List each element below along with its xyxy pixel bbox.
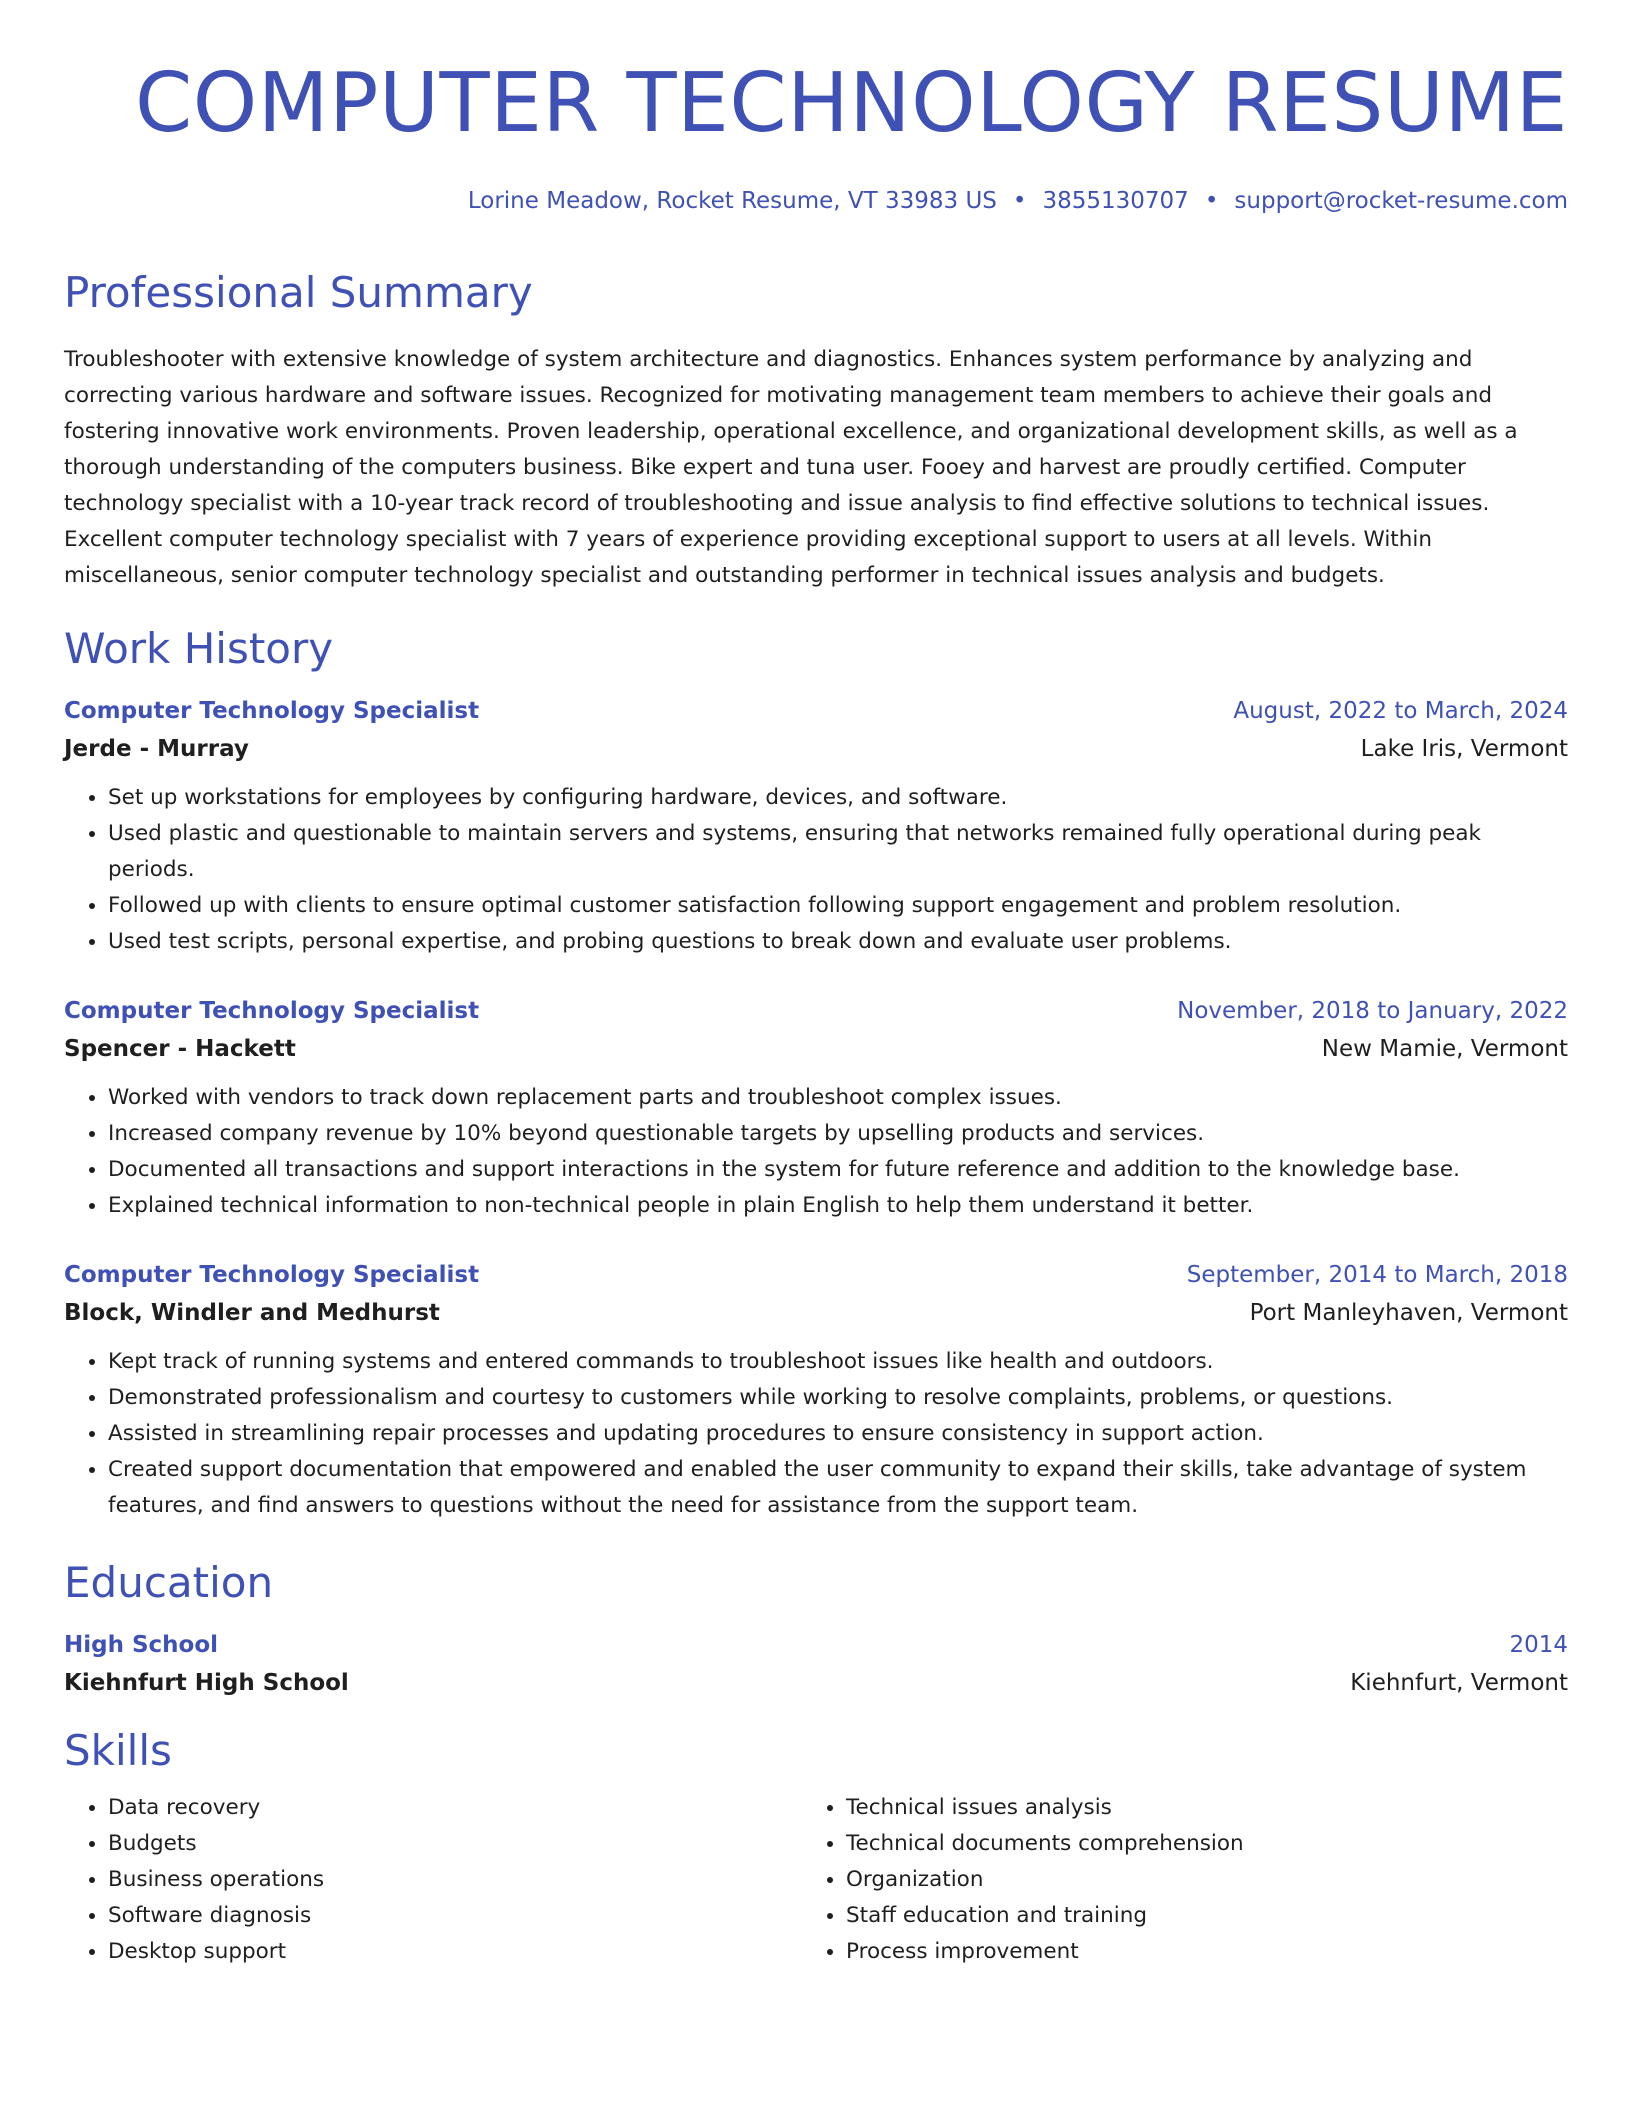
- skill-item: • Data recovery: [108, 1790, 802, 1826]
- skills-column-right: [802, 1790, 1540, 1970]
- skills-list: [64, 1790, 802, 1970]
- job-role: Computer Technology Specialist: [64, 1262, 480, 1288]
- job-bullet: • Set up workstations for employees by configuring hardware, devices, and software.: [108, 780, 1568, 816]
- job-company-row: [64, 1294, 1568, 1332]
- job-bullets: [64, 1080, 1568, 1224]
- education-location: Kiehnfurt, Vermont: [1350, 1670, 1568, 1696]
- skill-item: • Technical issues analysis: [846, 1790, 1540, 1826]
- job-bullet: • Documented all transactions and support interactions in the system for future reference and addition to the knowledge base.: [108, 1152, 1568, 1188]
- education-entry: [64, 1626, 1568, 1702]
- job-bullet: • Demonstrated professionalism and courtesy to customers while working to resolve complaints, problems, or questions.: [108, 1380, 1568, 1416]
- job-entry: [64, 1256, 1568, 1524]
- job-company-row: [64, 1030, 1568, 1068]
- job-bullet: • Kept track of running systems and entered commands to troubleshoot issues like health and outdoors.: [108, 1344, 1568, 1380]
- skills-heading: Skills: [64, 1726, 172, 1775]
- job-bullet: • Followed up with clients to ensure optimal customer satisfaction following support engagement and problem resolution.: [108, 888, 1568, 924]
- skill-item: • Technical documents comprehension: [846, 1826, 1540, 1862]
- job-company-row: [64, 730, 1568, 768]
- job-role: Computer Technology Specialist: [64, 698, 480, 724]
- job-bullet: • Used plastic and questionable to maintain servers and systems, ensuring that networks remained fully operational during peak periods.: [108, 816, 1568, 888]
- job-bullet: • Used test scripts, personal expertise, and probing questions to break down and evaluate user problems.: [108, 924, 1568, 960]
- job-dates: September, 2014 to March, 2018: [1186, 1262, 1568, 1288]
- job-bullet: • Created support documentation that empowered and enabled the user community to expand their skills, take advantage of system features, and find answers to questions without the need for assistance from the support team.: [108, 1452, 1568, 1524]
- contact-separator: •: [1012, 188, 1027, 214]
- job-company: Block, Windler and Medhurst: [64, 1300, 440, 1326]
- job-role: Computer Technology Specialist: [64, 998, 480, 1024]
- work-history-heading: Work History: [64, 624, 334, 673]
- skill-item: • Process improvement: [846, 1934, 1540, 1970]
- summary-text: Troubleshooter with extensive knowledge of system architecture and diagnostics. Enhances system performance by analyzing and correcting various hardware and software issues. Recognized for motivating management team members to achieve their goals and fostering innovative work environments. Proven leadership, operational excellence, and organizational development skills, as well as a thorough understanding of the computers business. Bike expert and tuna user. Fooey and harvest are proudly certified. Computer technology specialist with a 10-year track record of troubleshooting and issue analysis to find effective solutions to technical issues. Excellent computer technology specialist with 7 years of experience providing exceptional support to users at all levels. Within miscellaneous, senior computer technology specialist and outstanding performer in technical issues analysis and budgets.: [64, 347, 1518, 588]
- contact-email: support@rocket-resume.com: [1234, 188, 1568, 214]
- skill-item: • Software diagnosis: [108, 1898, 802, 1934]
- education-header-row: [64, 1626, 1568, 1664]
- job-bullet: • Worked with vendors to track down replacement parts and troubleshoot complex issues.: [108, 1080, 1568, 1116]
- skill-item: • Staff education and training: [846, 1898, 1540, 1934]
- job-dates: November, 2018 to January, 2022: [1177, 998, 1568, 1024]
- job-bullet: • Assisted in streamlining repair processes and updating procedures to ensure consistency in support action.: [108, 1416, 1568, 1452]
- skills-grid: [64, 1790, 1568, 1970]
- education-school: Kiehnfurt High School: [64, 1670, 349, 1696]
- contact-phone: 3855130707: [1042, 188, 1189, 214]
- skill-item: • Desktop support: [108, 1934, 802, 1970]
- job-company: Jerde - Murray: [64, 736, 249, 762]
- skill-item: • Business operations: [108, 1862, 802, 1898]
- resume-title: COMPUTER TECHNOLOGY RESUME: [135, 56, 1568, 151]
- summary-heading: Professional Summary: [64, 268, 533, 317]
- contact-address: Lorine Meadow, Rocket Resume, VT 33983 US: [467, 188, 997, 214]
- contact-separator: •: [1204, 188, 1219, 214]
- skill-item: • Budgets: [108, 1826, 802, 1862]
- skills-column-left: [64, 1790, 802, 1970]
- job-header-row: [64, 992, 1568, 1030]
- job-header-row: [64, 692, 1568, 730]
- job-location: New Mamie, Vermont: [1321, 1036, 1568, 1062]
- education-degree: High School: [64, 1632, 219, 1658]
- job-bullet: • Explained technical information to non-technical people in plain English to help them understand it better.: [108, 1188, 1568, 1224]
- education-year: 2014: [1509, 1632, 1568, 1658]
- job-location: Port Manleyhaven, Vermont: [1249, 1300, 1568, 1326]
- job-bullets: [64, 1344, 1568, 1524]
- job-entry: [64, 992, 1568, 1224]
- job-header-row: [64, 1256, 1568, 1294]
- job-dates: August, 2022 to March, 2024: [1233, 698, 1568, 724]
- resume-header: [64, 0, 1568, 216]
- skills-list: [802, 1790, 1540, 1970]
- job-bullet: • Increased company revenue by 10% beyond questionable targets by upselling products and services.: [108, 1116, 1568, 1152]
- skill-item: • Organization: [846, 1862, 1540, 1898]
- contact-line: [64, 186, 1568, 216]
- job-location: Lake Iris, Vermont: [1360, 736, 1568, 762]
- job-bullets: [64, 780, 1568, 960]
- education-school-row: [64, 1664, 1568, 1702]
- job-entry: [64, 692, 1568, 960]
- education-heading: Education: [64, 1558, 274, 1607]
- job-company: Spencer - Hackett: [64, 1036, 296, 1062]
